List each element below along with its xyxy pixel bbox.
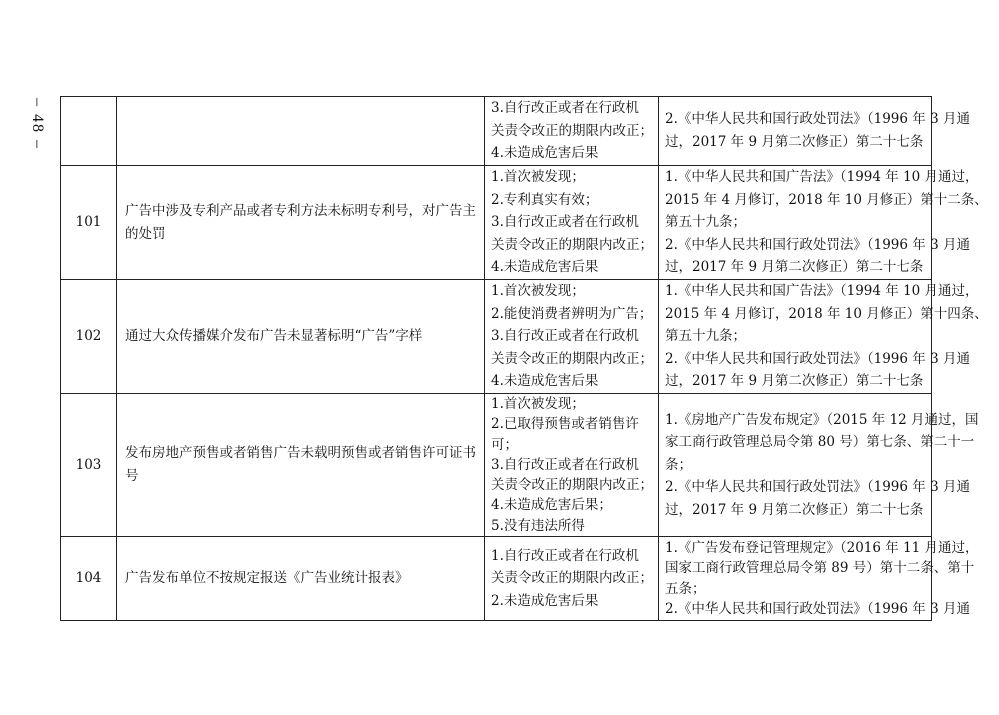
basis-line: 2.《中华人民共和国行政处罚法》（1996 年 3 月通 xyxy=(665,479,970,496)
table-row xyxy=(61,537,932,621)
regulation-table xyxy=(60,96,988,621)
condition-line: 关责令改正的期限内改正； xyxy=(491,570,653,587)
basis-line: 第五十九条； xyxy=(665,214,746,231)
conditions-cell xyxy=(485,97,659,166)
page-number: – 48 – xyxy=(29,98,46,150)
conditions-cell xyxy=(485,280,659,394)
condition-line: 关责令改正的期限内改正； xyxy=(491,122,653,139)
conditions-cell xyxy=(485,166,659,280)
basis-line: 过，2017 年 9 月第二次修正）第二十七条 xyxy=(665,373,924,390)
condition-line: 3.自行改正或者在行政机 xyxy=(491,456,639,473)
legal-basis-cell xyxy=(659,537,979,621)
condition-line: 2.专利真实有效； xyxy=(491,191,599,208)
row-number-cell: 102 xyxy=(61,280,117,394)
basis-line: 2.《中华人民共和国行政处罚法》（1996 年 3 月通 xyxy=(665,236,970,253)
row-number-cell xyxy=(61,97,117,166)
basis-line: 家工商行政管理总局令第 80 号）第七条、第二十一 xyxy=(665,434,975,451)
basis-line: 国家工商行政管理总局令第 89 号）第十二条、第十 xyxy=(665,560,975,576)
condition-line: 4.未造成危害后果； xyxy=(491,497,612,514)
basis-line: 2015 年 4 月修订，2018 年 10 月修正）第十二条、 xyxy=(665,191,988,208)
condition-line: 关责令改正的期限内改正； xyxy=(491,236,653,253)
basis-line: 第五十九条； xyxy=(665,328,746,345)
basis-line: 1.《广告发布登记管理规定》（2016 年 11 月通过， xyxy=(665,539,979,556)
basis-line: 1.《中华人民共和国广告法》（1994 年 10 月通过， xyxy=(665,169,979,186)
item-cell: 广告发布单位不按规定报送《广告业统计报表》 xyxy=(117,537,485,621)
basis-line: 1.《中华人民共和国广告法》（1994 年 10 月通过， xyxy=(665,283,979,300)
item-cell: 广告中涉及专利产品或者专利方法未标明专利号，对广告主的处罚 xyxy=(117,166,485,280)
condition-line: 4.未造成危害后果 xyxy=(491,145,599,162)
table-row xyxy=(61,280,932,394)
condition-line: 2.能使消费者辨明为广告； xyxy=(491,305,653,322)
basis-line: 2.《中华人民共和国行政处罚法》（1996 年 3 月通 xyxy=(665,601,970,617)
basis-line: 2015 年 4 月修订，2018 年 10 月修正）第十四条、 xyxy=(665,305,988,322)
basis-line: 过，2017 年 9 月第二次修正）第二十七条 xyxy=(665,259,924,276)
condition-line: 关责令改正的期限内改正； xyxy=(491,477,653,494)
item-cell xyxy=(117,97,485,166)
condition-line: 1.自行改正或者在行政机 xyxy=(491,547,639,564)
condition-line: 2.已取得预售或者销售许 xyxy=(491,416,639,433)
basis-line: 过，2017 年 9 月第二次修正）第二十七条 xyxy=(665,134,924,150)
condition-line: 3.自行改正或者在行政机 xyxy=(491,214,639,231)
legal-basis-cell xyxy=(659,280,988,394)
row-number-cell: 103 xyxy=(61,394,117,537)
condition-line: 4.未造成危害后果 xyxy=(491,373,599,390)
condition-line: 2.未造成危害后果 xyxy=(491,592,599,609)
condition-line: 1.首次被发现； xyxy=(491,283,585,300)
conditions-cell xyxy=(485,394,659,537)
item-cell: 通过大众传播媒介发布广告未显著标明“广告”字样 xyxy=(117,280,485,394)
condition-line: 可； xyxy=(491,436,518,453)
row-number-cell: 101 xyxy=(61,166,117,280)
basis-line: 五条； xyxy=(665,580,706,597)
table-body xyxy=(61,97,988,621)
basis-line: 1.《房地产广告发布规定》（2015 年 12 月通过，国 xyxy=(665,411,979,428)
legal-basis-cell xyxy=(659,394,979,537)
legal-basis-cell xyxy=(659,97,970,166)
basis-line: 条； xyxy=(665,456,692,473)
condition-line: 1.首次被发现； xyxy=(491,169,585,186)
condition-line: 3.自行改正或者在行政机 xyxy=(491,328,639,345)
condition-line: 1.首次被发现； xyxy=(491,396,585,413)
table-row xyxy=(61,166,932,280)
condition-line: 4.未造成危害后果 xyxy=(491,259,599,276)
conditions-cell xyxy=(485,537,659,621)
row-number-cell: 104 xyxy=(61,537,117,621)
item-cell: 发布房地产预售或者销售广告未载明预售或者销售许可证书号 xyxy=(117,394,485,537)
basis-line: 2.《中华人民共和国行政处罚法》（1996 年 3 月通 xyxy=(665,111,970,128)
table-row xyxy=(61,394,932,537)
table-row xyxy=(61,97,932,166)
condition-line: 5.没有违法所得 xyxy=(491,517,585,534)
condition-line: 关责令改正的期限内改正； xyxy=(491,350,653,367)
condition-line: 3.自行改正或者在行政机 xyxy=(491,100,639,117)
basis-line: 2.《中华人民共和国行政处罚法》（1996 年 3 月通 xyxy=(665,350,970,367)
basis-line: 过，2017 年 9 月第二次修正）第二十七条 xyxy=(665,501,924,518)
legal-basis-cell xyxy=(659,166,988,280)
